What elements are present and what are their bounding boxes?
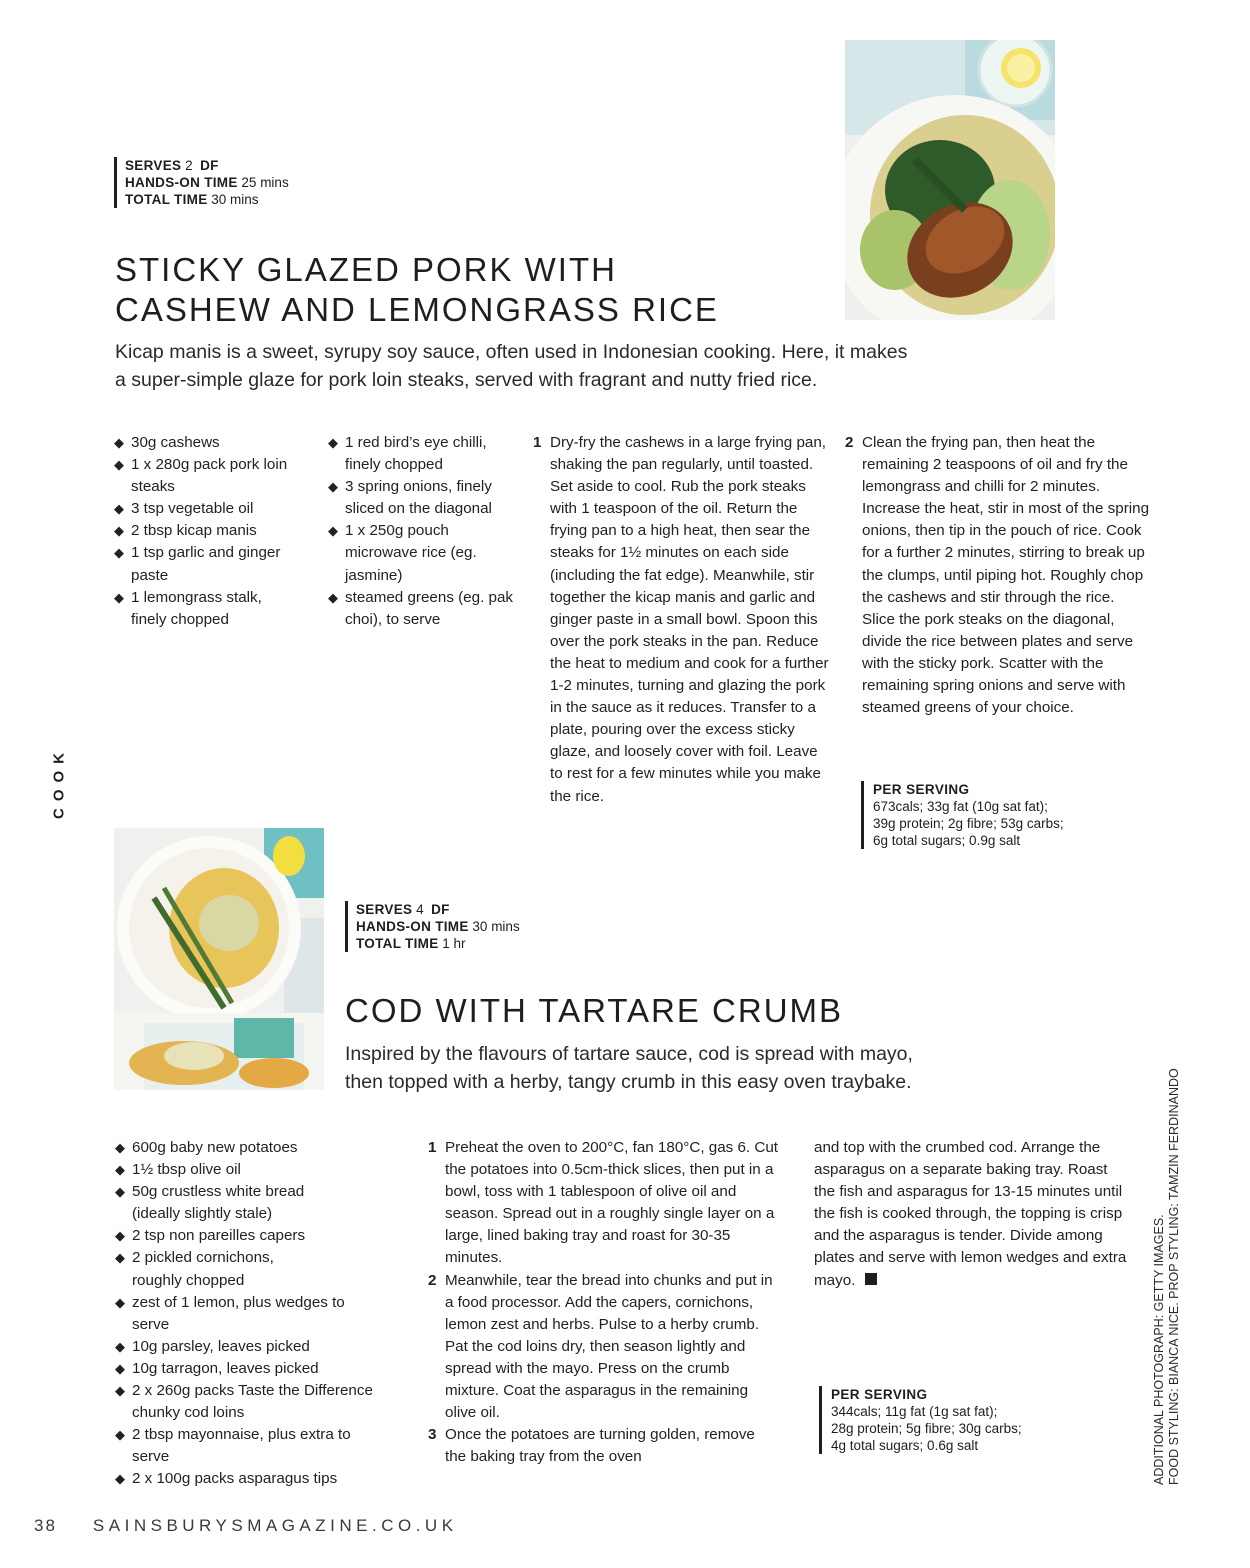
pork-photo xyxy=(845,40,1055,320)
nutrition-line: 344cals; 11g fat (1g sat fat); xyxy=(831,1404,998,1419)
nutrition-line: 673cals; 33g fat (10g sat fat); xyxy=(873,799,1048,814)
site-url[interactable]: SAINSBURYSMAGAZINE.CO.UK xyxy=(92,1516,458,1535)
step-text: Dry-fry the cashews in a large frying pan, shaking the pan regularly, until toasted. Set aside to cool. Rub the pork steaks with 1 teaspoon of the oil. Return the frying pan to a high heat, then sear the steaks for 1½ minutes on each side (including the fat edge). Meanwhile, stir together the kicap manis and garlic and ginger paste in a small bowl. Spoon this over the pork steaks in the pan. Reduce the heat to medium and cook for a further 1-2 minutes, turning and glazing the pork in the sauce as it reduces. Transfer to a plate, pouring over the excess sticky glaze, and loosely cover with foil. Leave to rest for a few minutes while you make the rice. xyxy=(550,434,829,805)
step-text-continued: and top with the crumbed cod. Arrange the asparagus on a separate baking tray. Roast the fish and asparagus for 13-15 minutes until the fish is cooked through, the topping is crisp and the asparagus is tender. Divide among plates and serve with lemon wedges and extra mayo. xyxy=(814,1139,1127,1289)
nutrition-line: 6g total sugars; 0.9g salt xyxy=(873,833,1021,848)
recipe2-nutrition xyxy=(819,1386,1091,1454)
diet-badge: DF xyxy=(431,902,450,917)
ingredient: ◆ 1 tsp garlic and ginger paste xyxy=(114,542,289,586)
ingredient: ◆ 2 tbsp mayonnaise, plus extra to serve xyxy=(115,1424,362,1468)
recipe1-meta xyxy=(114,157,385,208)
ingredient: ◆ 2 x 100g packs asparagus tips xyxy=(115,1468,410,1490)
cod-photo xyxy=(114,828,324,1090)
ingredient: ◆ 10g tarragon, leaves picked xyxy=(115,1358,410,1380)
credits-line1: ADDITIONAL PHOTOGRAPH: GETTY IMAGES. xyxy=(1152,1214,1166,1485)
recipe1-intro xyxy=(115,338,1115,394)
ingredient: ◆ 50g crustless white bread (ideally slightly stale) xyxy=(115,1181,332,1225)
ingredient: ◆ 2 tbsp kicap manis xyxy=(114,520,289,542)
nutrition-label: PER SERVING xyxy=(873,782,970,797)
recipe1-title-line1: STICKY GLAZED PORK WITH xyxy=(115,251,617,288)
ingredient: ◆ 2 tsp non pareilles capers xyxy=(115,1225,410,1247)
photo-credits xyxy=(1152,1040,1202,1485)
serves-label: SERVES xyxy=(125,158,182,173)
section-label: COOK xyxy=(50,746,68,819)
method-step xyxy=(533,432,829,808)
ingredient: ◆ 3 spring onions, finely sliced on the diagonal xyxy=(328,476,518,520)
recipe1-intro-line1: Kicap manis is a sweet, syrupy soy sauce, often used in Indonesian cooking. Here, it makes xyxy=(115,341,908,363)
hands-on-value: 30 mins xyxy=(472,919,520,934)
recipe2-title: COD WITH TARTARE CRUMB xyxy=(345,992,844,1029)
recipe1-title-line2: CASHEW AND LEMONGRASS RICE xyxy=(115,291,719,328)
nutrition-line: 28g protein; 5g fibre; 30g carbs; xyxy=(831,1421,1022,1436)
total-time-label: TOTAL TIME xyxy=(125,192,208,207)
recipe1-ingredients-col1 xyxy=(114,432,289,631)
recipe1-method-col1 xyxy=(533,432,829,808)
step-number: 2 xyxy=(845,434,854,451)
step-text: Once the potatoes are turning golden, remove the baking tray from the oven xyxy=(445,1426,755,1466)
step-number: 3 xyxy=(428,1426,437,1444)
footer xyxy=(34,1516,458,1536)
ingredient: ◆ 2 x 260g packs Taste the Difference chunky cod loins xyxy=(115,1380,410,1424)
ingredient: ◆ 3 tsp vegetable oil xyxy=(114,498,289,520)
serves-value: 4 xyxy=(416,902,424,917)
ingredient: ◆ 1 x 250g pouch microwave rice (eg. jasmine) xyxy=(328,520,518,586)
step-text: Clean the frying pan, then heat the remaining 2 teaspoons of oil and fry the lemongrass and chilli for 2 minutes. Increase the heat, stir in most of the spring onions, then tip in the pouch of rice. Cook for a further 2 minutes, stirring to break up the clumps, until piping hot. Roughly chop the cashews and stir through the rice. Slice the pork steaks on the diagonal, divide the rice between plates and serve with the sticky pork. Scatter with the remaining spring onions and serve with steamed greens of your choice. xyxy=(862,434,1150,717)
serves-label: SERVES xyxy=(356,902,413,917)
ingredient: ◆ zest of 1 lemon, plus wedges to serve xyxy=(115,1292,362,1336)
nutrition-label: PER SERVING xyxy=(831,1387,928,1402)
total-time-value: 30 mins xyxy=(211,192,259,207)
method-step xyxy=(428,1424,778,1468)
ingredient: ◆ 2 pickled cornichons, roughly chopped xyxy=(115,1247,302,1291)
ingredient: ◆ 10g parsley, leaves picked xyxy=(115,1336,410,1358)
page-number: 38 xyxy=(34,1516,57,1535)
recipe2-intro xyxy=(345,1040,1125,1096)
recipe1-title xyxy=(115,250,835,330)
nutrition-line: 4g total sugars; 0.6g salt xyxy=(831,1438,979,1453)
recipe2-intro-line1: Inspired by the flavours of tartare sauce, cod is spread with mayo, xyxy=(345,1043,913,1065)
method-step xyxy=(428,1137,778,1270)
diet-badge: DF xyxy=(200,158,219,173)
step-number: 1 xyxy=(428,1139,437,1156)
recipe1-nutrition xyxy=(861,781,1133,849)
recipe2-method-col2 xyxy=(814,1137,1129,1292)
hands-on-label: HANDS-ON TIME xyxy=(125,175,238,190)
recipe1-ingredients-col2 xyxy=(328,432,518,631)
step-text: Preheat the oven to 200°C, fan 180°C, gas 6. Cut the potatoes into 0.5cm-thick slices, then put in a bowl, toss with 1 tablespoon of olive oil and season. Spread out in a roughly single layer on a large, lined baking tray and roast for 30-35 minutes. xyxy=(445,1139,778,1267)
total-time-label: TOTAL TIME xyxy=(356,936,439,951)
step-number: 2 xyxy=(428,1271,437,1289)
hands-on-label: HANDS-ON TIME xyxy=(356,919,469,934)
recipe2-method-col1 xyxy=(428,1137,778,1468)
nutrition-line: 39g protein; 2g fibre; 53g carbs; xyxy=(873,816,1064,831)
ingredient: ◆ 600g baby new potatoes xyxy=(115,1137,410,1159)
ingredient: ◆ 30g cashews xyxy=(114,432,289,454)
recipe2-meta xyxy=(345,901,616,952)
credits-line2: FOOD STYLING: BIANCA NICE. PROP STYLING: TAMZIN FERDINANDO xyxy=(1167,1068,1181,1485)
ingredient: ◆ 1½ tbsp olive oil xyxy=(115,1159,410,1181)
recipe1-intro-line2: a super-simple glaze for pork loin steaks, served with fragrant and nutty fried rice. xyxy=(115,369,818,391)
ingredient: ◆ 1 x 280g pack pork loin steaks xyxy=(114,454,289,498)
pork-photo-illustration xyxy=(845,40,1055,320)
total-time-value: 1 hr xyxy=(442,936,466,951)
recipe1-method-col2 xyxy=(845,432,1150,719)
recipe2-ingredients xyxy=(115,1137,410,1491)
ingredient: ◆ 1 red bird’s eye chilli, finely chopped xyxy=(328,432,518,476)
cod-photo-illustration xyxy=(114,828,324,1090)
ingredient: ◆ steamed greens (eg. pak choi), to serve xyxy=(328,587,518,631)
hands-on-value: 25 mins xyxy=(241,175,289,190)
step-number: 1 xyxy=(533,434,542,451)
serves-value: 2 xyxy=(185,158,193,173)
ingredient: ◆ 1 lemongrass stalk, finely chopped xyxy=(114,587,289,631)
method-step xyxy=(428,1270,778,1425)
method-step xyxy=(845,432,1150,719)
end-mark xyxy=(865,1273,877,1285)
recipe2-intro-line2: then topped with a herby, tangy crumb in this easy oven traybake. xyxy=(345,1071,912,1093)
step-text: Meanwhile, tear the bread into chunks and put in a food processor. Add the capers, cornichons, lemon zest and herbs. Pulse to a herby crumb. Pat the cod loins dry, then season lightly and spread with the mayo. Press on the crumb mixture. Coat the asparagus in the remaining olive oil. xyxy=(445,1271,773,1422)
